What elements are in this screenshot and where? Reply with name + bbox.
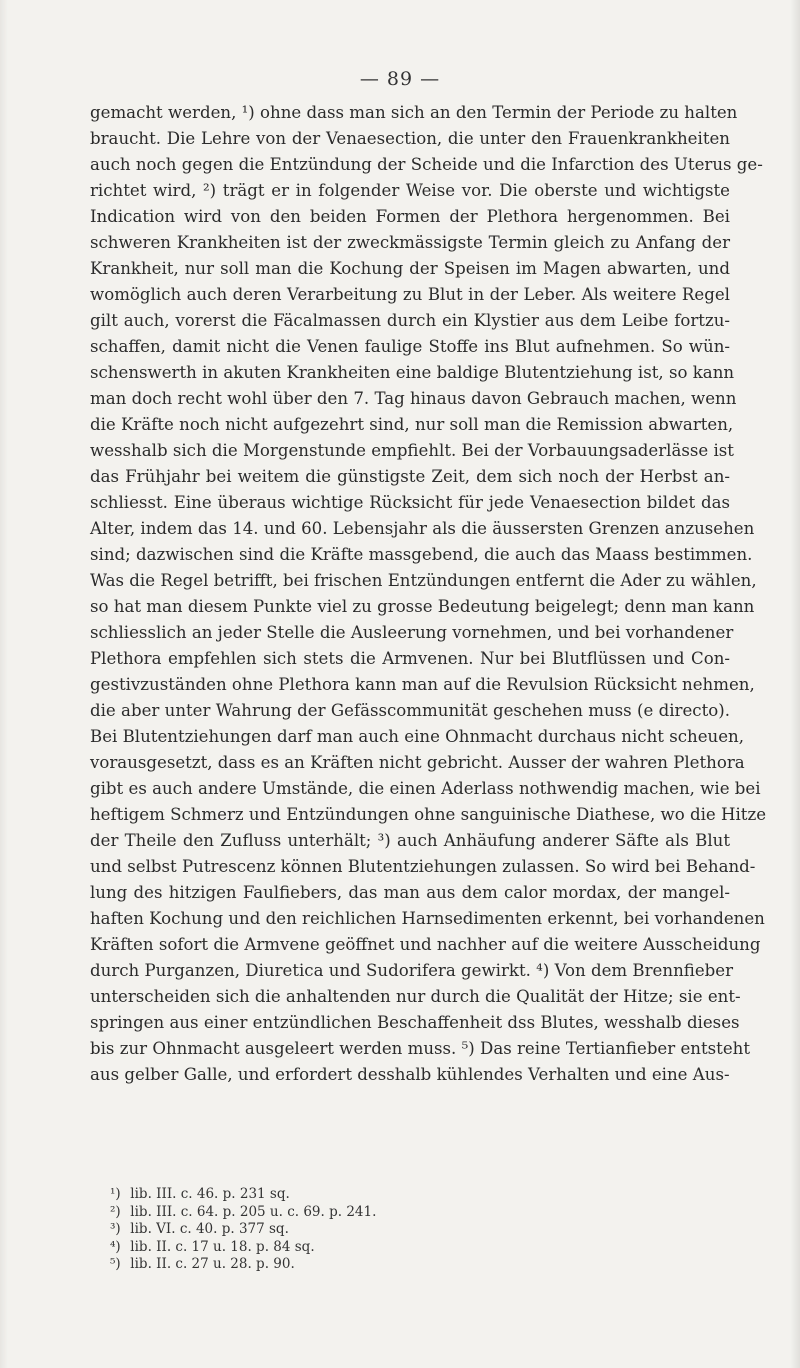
footnote-text: lib. II. c. 27 u. 28. p. 90. bbox=[130, 1256, 295, 1273]
text-line: vorausgesetzt, dass es an Kräften nicht gebricht. Ausser der wahren Plethora bbox=[90, 753, 745, 772]
text-line: braucht. Die Lehre von der Venaesection, die unter den Frauenkrankheiten bbox=[90, 129, 730, 148]
footnote bbox=[110, 1186, 610, 1204]
text-line: und selbst Putrescenz können Blutentziehungen zulassen. So wird bei Behand- bbox=[90, 857, 756, 876]
text-line: aus gelber Galle, und erfordert desshalb kühlendes Verhalten und eine Aus- bbox=[90, 1065, 730, 1084]
text-line: heftigem Schmerz und Entzündungen ohne sanguinische Diathese, wo die Hitze bbox=[90, 805, 767, 824]
text-line: die Kräfte noch nicht aufgezehrt sind, nur soll man die Remission abwarten, bbox=[90, 415, 734, 434]
text-line: gibt es auch andere Umstände, die einen Aderlass nothwendig machen, wie bei bbox=[90, 779, 761, 798]
footnote bbox=[110, 1239, 610, 1257]
text-line: auch noch gegen die Entzündung der Scheide und die Infarction des Uterus ge- bbox=[90, 155, 763, 174]
text-line: gestivzuständen ohne Plethora kann man auf die Revulsion Rücksicht nehmen, bbox=[90, 675, 755, 694]
text-line: Indication wird von den beiden Formen der Plethora hergenommen. Bei bbox=[90, 207, 730, 226]
text-line: Krankheit, nur soll man die Kochung der Speisen im Magen abwarten, und bbox=[90, 259, 730, 278]
body-text bbox=[90, 100, 767, 1088]
footnote-text: lib. III. c. 46. p. 231 sq. bbox=[130, 1186, 290, 1202]
text-line: schliesst. Eine überaus wichtige Rücksicht für jede Venaesection bildet das bbox=[90, 493, 730, 512]
text-line: Bei Blutentziehungen darf man auch eine Ohnmacht durchaus nicht scheuen, bbox=[90, 727, 744, 746]
footnote-text: lib. II. c. 17 u. 18. p. 84 sq. bbox=[130, 1238, 315, 1255]
text-line: Alter, indem das 14. und 60. Lebensjahr als die äussersten Grenzen anzusehen bbox=[90, 519, 755, 538]
page-left-shadow bbox=[0, 0, 8, 1368]
text-line: springen aus einer entzündlichen Beschaffenheit dss Blutes, wesshalb dieses bbox=[90, 1013, 740, 1032]
page-edge-shadow bbox=[790, 0, 800, 1368]
text-line: die aber unter Wahrung der Gefässcommunität geschehen muss (e directo). bbox=[90, 701, 730, 720]
text-line: womöglich auch deren Verarbeitung zu Blut in der Leber. Als weitere Regel bbox=[90, 285, 730, 304]
footnote-mark: ¹) bbox=[110, 1186, 121, 1202]
text-line: schenswerth in akuten Krankheiten eine baldige Blutentziehung ist, so kann bbox=[90, 363, 735, 382]
text-line: Kräften sofort die Armvene geöffnet und nachher auf die weitere Ausscheidung bbox=[90, 935, 761, 954]
text-line: bis zur Ohnmacht ausgeleert werden muss. ⁵) Das reine Tertianfieber entsteht bbox=[90, 1039, 750, 1058]
footnote-text: lib. VI. c. 40. p. 377 sq. bbox=[130, 1221, 289, 1238]
text-line: gilt auch, vorerst die Fäcalmassen durch ein Klystier aus dem Leibe fortzu- bbox=[90, 311, 730, 330]
footnote-text: lib. III. c. 64. p. 205 u. c. 69. p. 241. bbox=[130, 1203, 377, 1220]
footnote bbox=[110, 1256, 610, 1274]
text-line: unterscheiden sich die anhaltenden nur durch die Qualität der Hitze; sie ent- bbox=[90, 987, 741, 1006]
text-line: durch Purganzen, Diuretica und Sudorifera gewirkt. ⁴) Von dem Brennfieber bbox=[90, 961, 734, 980]
footnote-mark: ⁵) bbox=[110, 1256, 121, 1273]
footnote bbox=[110, 1204, 610, 1222]
text-line: lung des hitzigen Faulfiebers, das man aus dem calor mordax, der mangel- bbox=[90, 883, 730, 902]
text-line: das Frühjahr bei weitem die günstigste Zeit, dem sich noch der Herbst an- bbox=[90, 467, 730, 486]
text-line: sind; dazwischen sind die Kräfte massgebend, die auch das Maass bestimmen. bbox=[90, 545, 753, 564]
text-line: schaffen, damit nicht die Venen faulige Stoffe ins Blut aufnehmen. So wün- bbox=[90, 337, 730, 356]
footnote-mark: ³) bbox=[110, 1221, 121, 1238]
text-line: schliesslich an jeder Stelle die Ausleerung vornehmen, und bei vorhandener bbox=[90, 623, 734, 642]
text-line: haften Kochung und den reichlichen Harnsedimenten erkennt, bei vorhandenen bbox=[90, 909, 765, 928]
text-line: Plethora empfehlen sich stets die Armvenen. Nur bei Blutflüssen und Con- bbox=[90, 649, 730, 668]
text-line: der Theile den Zufluss unterhält; ³) auch Anhäufung anderer Säfte als Blut bbox=[90, 831, 730, 850]
footnote-mark: ²) bbox=[110, 1203, 121, 1220]
text-line: richtet wird, ²) trägt er in folgender Weise vor. Die oberste und wichtigste bbox=[90, 181, 730, 200]
footnotes bbox=[110, 1186, 610, 1274]
text-line: schweren Krankheiten ist der zweckmässigste Termin gleich zu Anfang der bbox=[90, 233, 730, 252]
text-line: man doch recht wohl über den 7. Tag hinaus davon Gebrauch machen, wenn bbox=[90, 389, 737, 408]
text-line: wesshalb sich die Morgenstunde empfiehlt. Bei der Vorbauungsaderlässe ist bbox=[90, 441, 734, 460]
footnote-mark: ⁴) bbox=[110, 1238, 121, 1255]
footnote bbox=[110, 1221, 610, 1239]
text-line: Was die Regel betrifft, bei frischen Entzündungen entfernt die Ader zu wählen, bbox=[90, 571, 757, 590]
text-line: gemacht werden, ¹) ohne dass man sich an den Termin der Periode zu halten bbox=[90, 103, 738, 122]
text-line: so hat man diesem Punkte viel zu grosse Bedeutung beigelegt; denn man kann bbox=[90, 597, 755, 616]
page-number: — 89 — bbox=[359, 68, 441, 90]
